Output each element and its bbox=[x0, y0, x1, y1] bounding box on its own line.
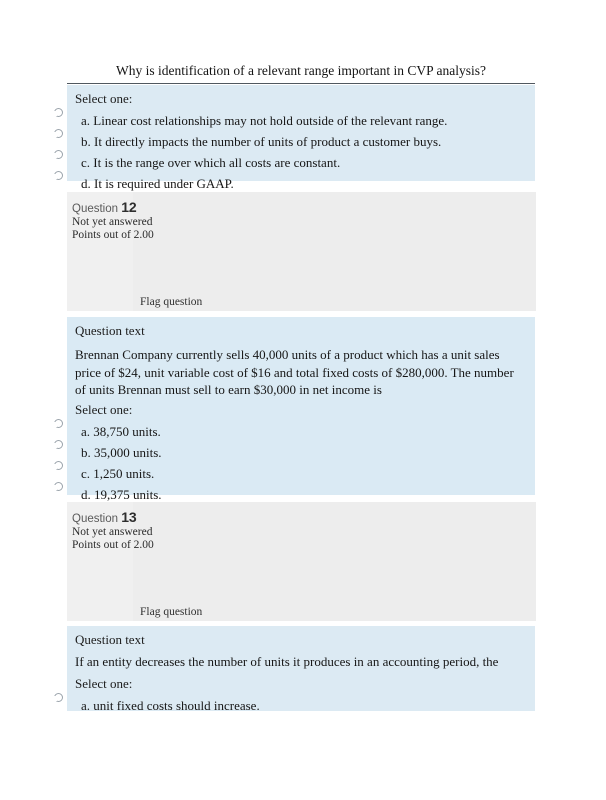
option-c-label-2: c. 1,250 units. bbox=[81, 466, 155, 481]
answer-panel-question-11 bbox=[67, 85, 535, 191]
radio-option-a-1[interactable] bbox=[54, 108, 63, 117]
radio-option-d-2[interactable] bbox=[54, 482, 63, 491]
select-one-label-3: Select one: bbox=[75, 676, 133, 691]
option-d-label-2: d. 19,375 units. bbox=[81, 487, 162, 502]
question-number-12: 12 bbox=[121, 199, 137, 215]
option-b-label-1: b. It directly impacts the number of units of product a customer buys. bbox=[81, 134, 442, 149]
question-block-13 bbox=[67, 502, 536, 621]
option-c-label-1: c. It is the range over which all costs are constant. bbox=[81, 155, 341, 170]
flag-question-link-12[interactable]: Flag question bbox=[140, 296, 203, 308]
answer-panel-question-13 bbox=[67, 626, 535, 711]
question-number-13: 13 bbox=[121, 509, 137, 525]
question-status-13: Not yet answered bbox=[72, 526, 153, 538]
question-block-12 bbox=[67, 192, 536, 311]
radio-option-b-2[interactable] bbox=[54, 440, 63, 449]
radio-option-b-1[interactable] bbox=[54, 129, 63, 138]
option-b-label-2: b. 35,000 units. bbox=[81, 445, 162, 460]
radio-option-d-1[interactable] bbox=[54, 171, 63, 180]
page-title-rule bbox=[67, 62, 535, 84]
option-a-label-2: a. 38,750 units. bbox=[81, 424, 161, 439]
radio-option-c-2[interactable] bbox=[54, 461, 63, 470]
option-a-label-1: a. Linear cost relationships may not hold outside of the relevant range. bbox=[81, 113, 448, 128]
option-d-label-1: d. It is required under GAAP. bbox=[81, 176, 234, 191]
page-title: Why is identification of a relevant range important in CVP analysis? bbox=[116, 63, 486, 78]
select-one-label-1: Select one: bbox=[75, 91, 133, 106]
radio-option-a-3[interactable] bbox=[54, 693, 63, 702]
radio-option-c-1[interactable] bbox=[54, 150, 63, 159]
question-points-13: Points out of 2.00 bbox=[72, 539, 154, 551]
question-number-heading-12 bbox=[72, 200, 136, 216]
question-status-12: Not yet answered bbox=[72, 216, 153, 228]
question-number-heading-13 bbox=[72, 510, 136, 526]
option-a-label-3: a. unit fixed costs should increase. bbox=[81, 698, 260, 713]
question-stem-13: If an entity decreases the number of units it produces in an accounting period, the bbox=[75, 654, 499, 669]
flag-question-link-13[interactable]: Flag question bbox=[140, 606, 203, 618]
question-text-label-12: Question text bbox=[75, 323, 145, 338]
select-one-label-2: Select one: bbox=[75, 402, 133, 417]
radio-option-a-2[interactable] bbox=[54, 419, 63, 428]
question-text-label-13: Question text bbox=[75, 632, 145, 647]
question-stem-12: Brennan Company currently sells 40,000 units of a product which has a unit sales price of $24, unit variable cost of $16 and total fixed costs of $280,000. The number of units Brennan must sell to earn $30,000 in net income is bbox=[75, 347, 514, 398]
question-word-12: Question bbox=[72, 203, 119, 215]
question-word-13: Question bbox=[72, 513, 119, 525]
question-points-12: Points out of 2.00 bbox=[72, 229, 154, 241]
answer-panel-question-12 bbox=[67, 317, 535, 502]
